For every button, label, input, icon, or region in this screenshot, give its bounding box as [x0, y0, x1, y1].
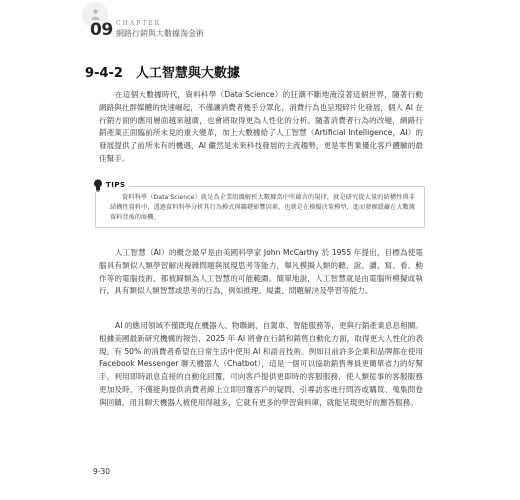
chapter-label: CHAPTER [116, 20, 162, 27]
tips-box [95, 178, 425, 228]
section-title: 9-4-2 人工智慧與大數據 [85, 66, 240, 81]
page-number: 9-30 [93, 467, 111, 476]
body-paragraph-3: AI 的應用領域不僅既現在機器人、物聯網、自駕車、智能服務等，更與行銷產業息息相關。根據美國最新研究機構的報告，2025 年 AI 將會在行銷和銷售自動化方面，取得更大人性化的表現，有 50% 的消費者希望在日常生活中使用 AI 和語音技術。例如目前許多企業和品牌都在使用 Facebook Messenger 聊天機器人（Chatbot），這是一個可以協助銷售專員更簡單省力的好幫手，利用即時訊息直接的自動化回覆，可向客戶提供更即時的客服服務，使人類從事的客服服務更加及時，不僅能夠提供消費者線上立即回覆客戶的疑問、引導訪客進行問答或購買、蒐集問卷與回饋，用且聊天機器人被使用得越多，它就有更多的學習資料庫，就能呈現更好的應答服務。 [99, 321, 423, 407]
tips-label: TIPS [106, 181, 126, 189]
chapter-header [78, 6, 278, 42]
lightbulb-icon [91, 178, 105, 192]
chapter-title: 網路行銷與大數據淘金術 [116, 29, 204, 38]
tips-text: 資料科學（Data Science）就是為企業組織解析大數據當中所蘊含的規律，就是研究從大量的結構性與非結構性資料中，透過資料科學分析其行為模式與關鍵影響因素，也就是在模擬決策模型，進而發掘隱藏在大數據資料背後的商機。 [110, 194, 415, 221]
body-paragraph-2: 人工智慧（AI）的概念最早是由美國科學家 John McCarthy 於 1955 年提出，目標為使電腦具有類似人類學習解決複雜問題與展現思考等能力，舉凡模擬人類的聽、說、讀、寫、看、動作等的電腦技術，都被歸類為人工智慧的可能範圍。簡單地說，人工智慧就是由電腦所模擬或執行，具有類似人類智慧或思考的行為，例如推理、規畫、問題解決及學習等能力。 [99, 248, 423, 296]
body-paragraph-1: 在這個大數據時代，資料科學（Data Science）的狂潮不斷地淹沒著這個世界，隨著行動網路與社群媒體的快速崛起，不僅讓消費者幾乎分眾化，消費行為也呈現碎片化發展，個人 AI 在行銷方面的應用層面越來越廣，也會將取得更為人性化的分析。隨著消費者行為的改變，網路行銷產業正面臨前所未見的重大變革，加上大數據給了人工智慧（Artificial Intelligence，AI）的發展提供了前所未有的機遇，AI 儼然是未來科技發展的主流趨勢，更是零售業優化客戶體驗的最佳幫手。 [99, 90, 423, 163]
chapter-number: 09 [90, 20, 113, 40]
tips-badge [91, 178, 129, 192]
person-icon [91, 9, 100, 20]
